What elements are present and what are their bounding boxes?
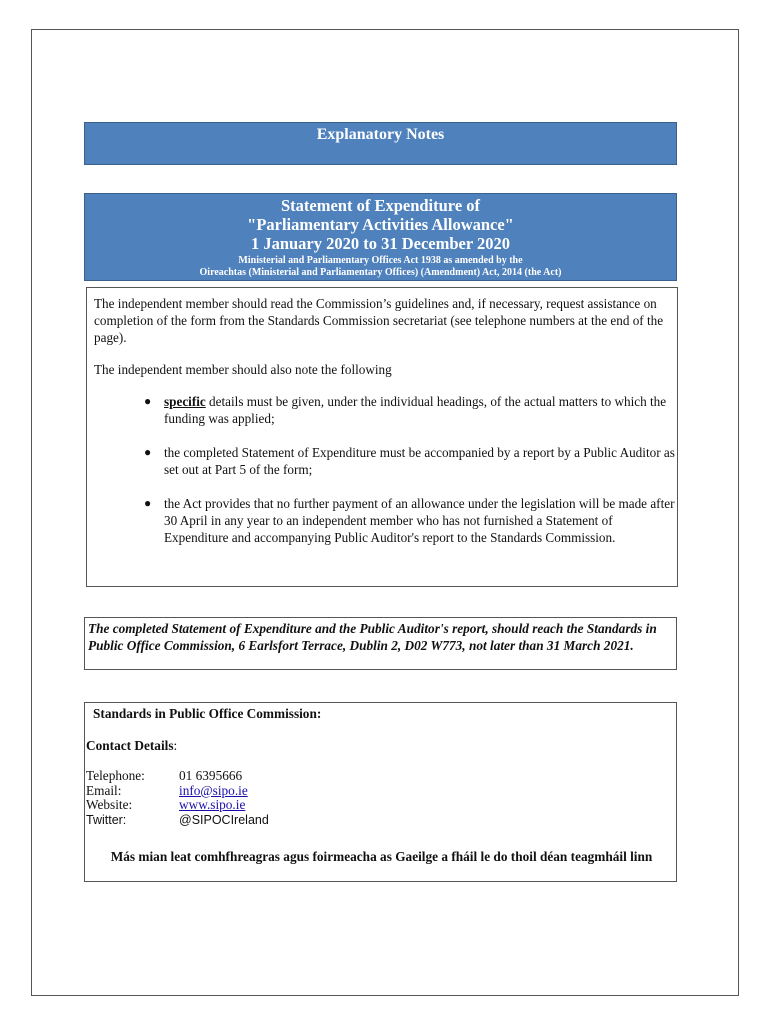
contact-box	[84, 702, 677, 882]
bullet2-text: the completed Statement of Expenditure must be accompanied by a report by a Public Auditor as set out at Part 5 of the form;	[164, 445, 675, 477]
notes-follow: The independent member should also note the following	[94, 362, 392, 377]
statement-period: 1 January 2020 to 31 December 2020	[250, 234, 511, 253]
email-label: Email:	[86, 782, 122, 798]
contact-rows	[86, 769, 269, 827]
list-item	[94, 495, 677, 546]
emphasis-specific: specific	[164, 394, 206, 409]
telephone-value: 01 6395666	[179, 768, 243, 783]
email-link[interactable]: info@sipo.ie	[179, 782, 248, 798]
notes-intro: The independent member should read the Commission’s guidelines and, if necessary, request assistance on completion of the form from the Standards Commission secretariat (see telephone numbers at the end of the page).	[94, 296, 664, 345]
email-row	[86, 784, 269, 799]
explanatory-notes-banner	[84, 122, 677, 165]
page-title: Explanatory Notes	[316, 126, 445, 143]
twitter-handle: @SIPOCIreland	[179, 812, 269, 827]
bullet-icon: ●	[144, 496, 152, 510]
website-link[interactable]: www.sipo.ie	[179, 797, 246, 812]
deadline-box	[84, 617, 677, 670]
statement-banner	[84, 193, 677, 281]
website-label: Website:	[86, 797, 133, 812]
bullet3-text: the Act provides that no further payment of an allowance under the legislation will be made after 30 April in any year to an independent member who has not furnished a Statement of Expenditure and accompanying Public Auditor's report to the Standards Commission.	[164, 496, 675, 545]
statement-title-line1: Statement of Expenditure of	[280, 196, 481, 215]
deadline-text: The completed Statement of Expenditure and the Public Auditor's report, should reach the Standards in Public Office Commission, 6 Earlsfort Terrace, Dublin 2, D02 W773, not later than 31 March 2021.	[88, 621, 657, 653]
bullet-icon: ●	[144, 445, 152, 459]
statement-legislation-line2: Oireachtas (Ministerial and Parliamentary Offices) (Amendment) Act, 2014 (the Act)	[199, 267, 562, 278]
website-row	[86, 798, 269, 813]
list-item	[94, 444, 677, 478]
irish-language-note: Más mian leat comhfhreagras agus foirmeacha as Gaeilge a fháil le do thoil déan teagmháil linn	[110, 849, 653, 864]
telephone-label: Telephone:	[86, 768, 145, 783]
telephone-row	[86, 769, 269, 784]
twitter-label: Twitter:	[86, 812, 127, 827]
bullet-icon: ●	[144, 394, 152, 408]
list-item	[94, 393, 677, 427]
contact-details-heading: Contact Details:	[86, 738, 178, 753]
statement-title-line2: "Parliamentary Activities Allowance"	[247, 215, 514, 234]
contact-title: Standards in Public Office Commission:	[93, 706, 322, 721]
statement-legislation-line1: Ministerial and Parliamentary Offices Act 1938 as amended by the	[238, 255, 523, 266]
contact-details-label: Contact Details	[86, 738, 174, 753]
twitter-row	[86, 813, 269, 828]
notes-box	[86, 287, 678, 587]
bullet1-text: details must be given, under the individual headings, of the actual matters to which the funding was applied;	[164, 394, 667, 426]
notes-list	[94, 393, 677, 546]
